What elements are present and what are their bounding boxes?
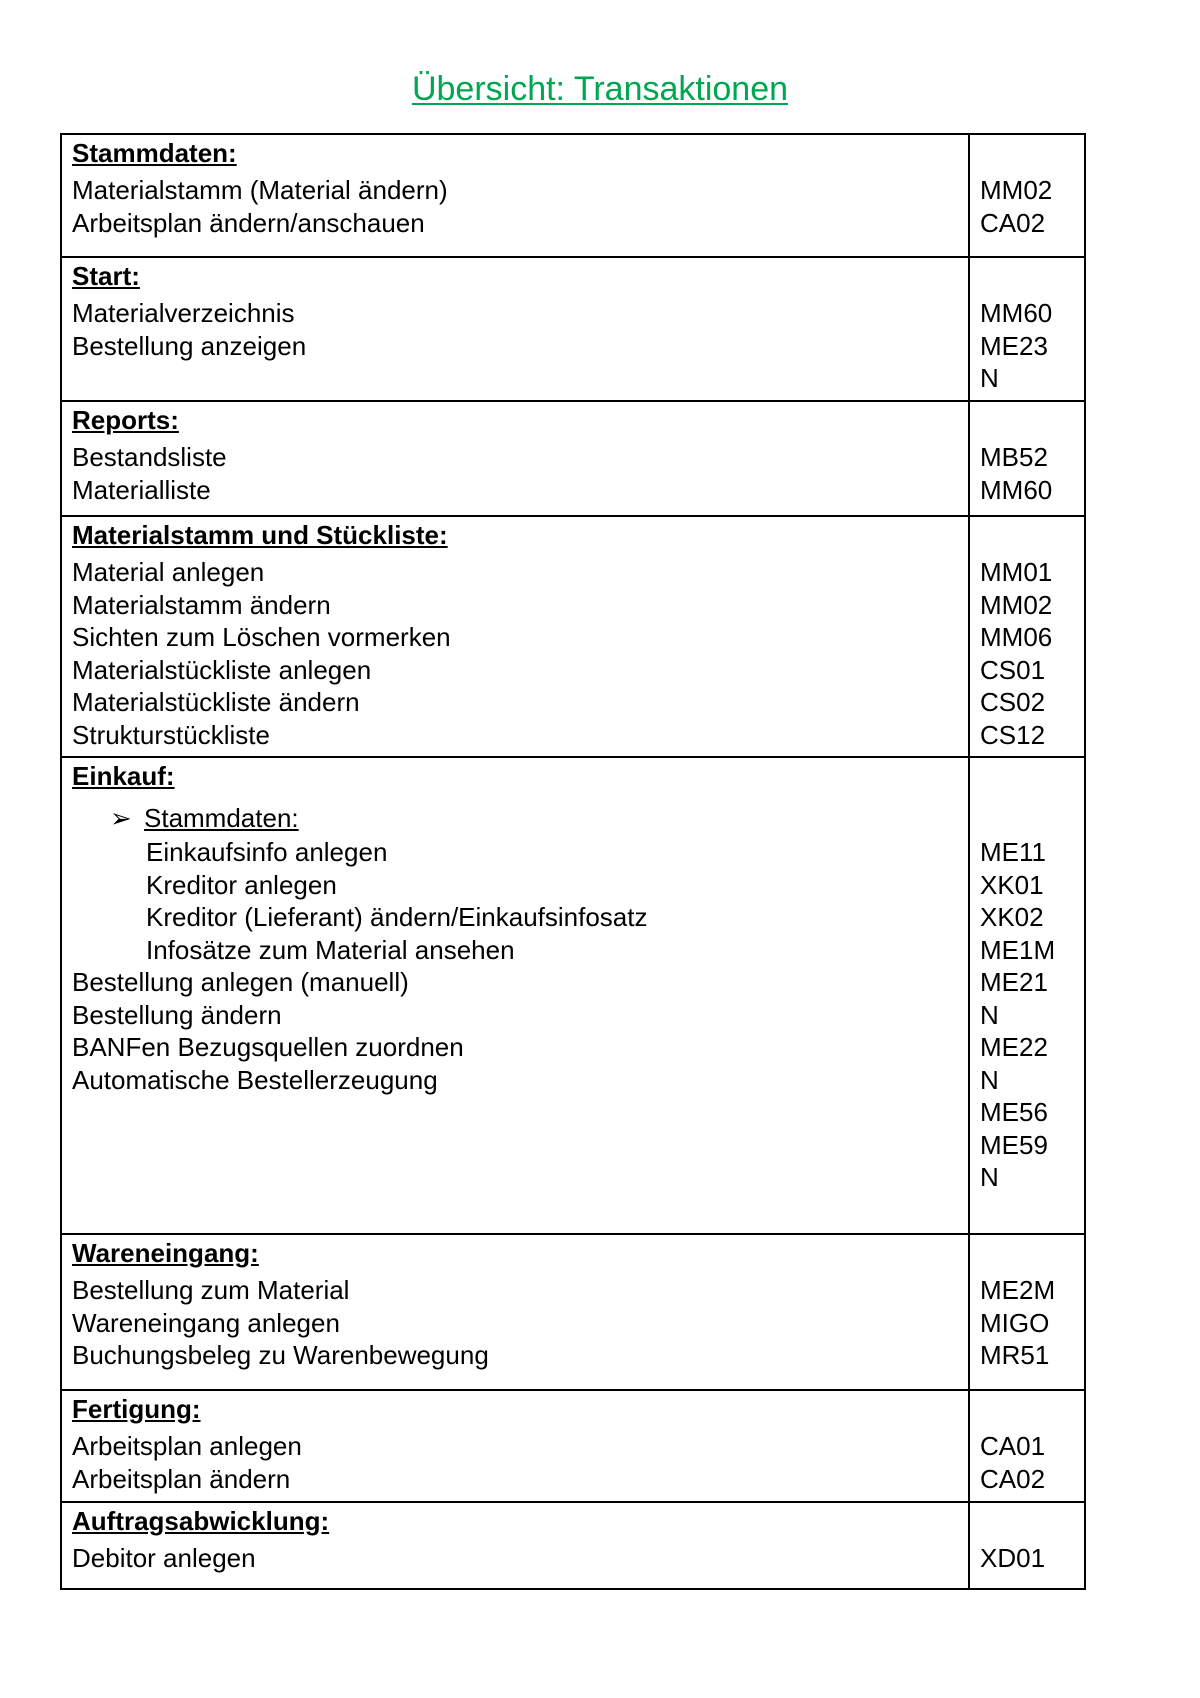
transaction-code: MB52 — [980, 442, 1048, 472]
list-item: Bestandsliste — [72, 442, 227, 472]
subsection-heading — [72, 797, 958, 836]
list-item: Materialstamm ändern — [72, 589, 331, 620]
section-description-cell — [61, 1390, 969, 1502]
transaction-code: ME21 — [980, 967, 1048, 997]
section-title: Reports: — [72, 405, 179, 435]
transaction-code: CS12 — [980, 719, 1046, 750]
transaction-code: MM02 — [980, 175, 1053, 205]
transaction-code: ME56 — [980, 1097, 1048, 1127]
transaction-code: CA01 — [980, 1431, 1046, 1461]
section-description-cell — [61, 1502, 969, 1589]
section-code-cell — [969, 401, 1085, 516]
section-code-cell — [969, 134, 1085, 257]
list-item: Arbeitsplan ändern — [72, 1463, 291, 1494]
section-row-wareneingang — [61, 1234, 1085, 1390]
section-title: Einkauf: — [72, 761, 175, 791]
section-description-cell — [61, 1234, 969, 1390]
section-title: Stammdaten: — [72, 138, 237, 168]
subsection-title: Stammdaten: — [144, 803, 299, 833]
transaction-code: XD01 — [980, 1543, 1046, 1573]
transactions-table — [60, 133, 1086, 1590]
list-item: Material anlegen — [72, 557, 265, 587]
transaction-code: MM01 — [980, 557, 1053, 587]
page-title: Übersicht: Transaktionen — [411, 70, 789, 108]
transaction-code: MR51 — [980, 1340, 1050, 1370]
section-description-cell — [61, 134, 969, 257]
section-row-reports — [61, 401, 1085, 516]
list-item: Buchungsbeleg zu Warenbewegung — [72, 1340, 489, 1370]
list-item: Materialverzeichnis — [72, 298, 295, 328]
list-item: Materialstückliste ändern — [72, 687, 360, 717]
transaction-code: MM06 — [980, 622, 1053, 652]
section-title: Materialstamm und Stückliste: — [72, 520, 448, 550]
transaction-code: CS01 — [980, 654, 1046, 685]
transaction-code: CA02 — [980, 1463, 1046, 1494]
section-description-cell — [61, 257, 969, 401]
list-item: Kreditor anlegen — [146, 869, 337, 900]
transaction-code: XK01 — [980, 869, 1044, 900]
list-item: Debitor anlegen — [72, 1543, 256, 1573]
list-item: Sichten zum Löschen vormerken — [72, 622, 451, 652]
section-code-cell — [969, 257, 1085, 401]
transaction-code: ME22 — [980, 1032, 1048, 1062]
section-row-einkauf — [61, 757, 1085, 1234]
transaction-code: N — [980, 1064, 999, 1095]
section-code-cell — [969, 757, 1085, 1234]
transaction-code: ME23 — [980, 330, 1048, 361]
section-code-cell — [969, 516, 1085, 757]
arrow-bullet-icon: ➢ — [110, 803, 132, 833]
list-item: Bestellung zum Material — [72, 1275, 350, 1305]
section-code-cell — [969, 1502, 1085, 1589]
transaction-code: N — [980, 999, 999, 1030]
list-item: Materialstamm (Material ändern) — [72, 175, 448, 205]
list-item: Wareneingang anlegen — [72, 1307, 340, 1338]
list-item: Infosätze zum Material ansehen — [146, 934, 515, 965]
list-item: Bestellung anlegen (manuell) — [72, 967, 409, 997]
section-description-cell — [61, 516, 969, 757]
list-item: Bestellung anzeigen — [72, 330, 307, 361]
section-row-stammdaten — [61, 134, 1085, 257]
list-item: Arbeitsplan ändern/anschauen — [72, 207, 425, 238]
list-item: BANFen Bezugsquellen zuordnen — [72, 1032, 464, 1062]
transaction-code: ME11 — [980, 837, 1046, 867]
list-item: Bestellung ändern — [72, 999, 282, 1030]
list-item: Strukturstückliste — [72, 719, 270, 750]
transaction-code: MM60 — [980, 474, 1053, 505]
list-item: Automatische Bestellerzeugung — [72, 1064, 438, 1095]
section-row-start — [61, 257, 1085, 401]
transaction-code: MIGO — [980, 1307, 1050, 1338]
transaction-code: ME59 — [980, 1129, 1048, 1160]
list-item: Materialliste — [72, 474, 211, 505]
list-item: Einkaufsinfo anlegen — [146, 837, 388, 867]
section-row-fertigung — [61, 1390, 1085, 1502]
transaction-code: MM60 — [980, 298, 1053, 328]
list-item: Kreditor (Lieferant) ändern/Einkaufsinfosatz — [146, 902, 648, 932]
list-item: Materialstückliste anlegen — [72, 654, 372, 685]
section-title: Auftragsabwicklung: — [72, 1506, 330, 1536]
section-description-cell — [61, 757, 969, 1234]
transaction-code: ME2M — [980, 1275, 1056, 1305]
section-title: Wareneingang: — [72, 1238, 259, 1268]
transaction-code: N — [980, 363, 999, 393]
section-title: Start: — [72, 261, 140, 291]
transaction-code: CS02 — [980, 687, 1046, 717]
section-code-cell — [969, 1390, 1085, 1502]
list-item: Arbeitsplan anlegen — [72, 1431, 302, 1461]
transaction-code: ME1M — [980, 934, 1056, 965]
transaction-code: N — [980, 1162, 999, 1192]
section-row-auftragsabwicklung — [61, 1502, 1085, 1589]
transaction-code: MM02 — [980, 589, 1053, 620]
transaction-code: XK02 — [980, 902, 1044, 932]
transaction-code: CA02 — [980, 207, 1046, 238]
section-row-materialstamm-stueckliste — [61, 516, 1085, 757]
section-code-cell — [969, 1234, 1085, 1390]
section-title: Fertigung: — [72, 1394, 201, 1424]
section-description-cell — [61, 401, 969, 516]
